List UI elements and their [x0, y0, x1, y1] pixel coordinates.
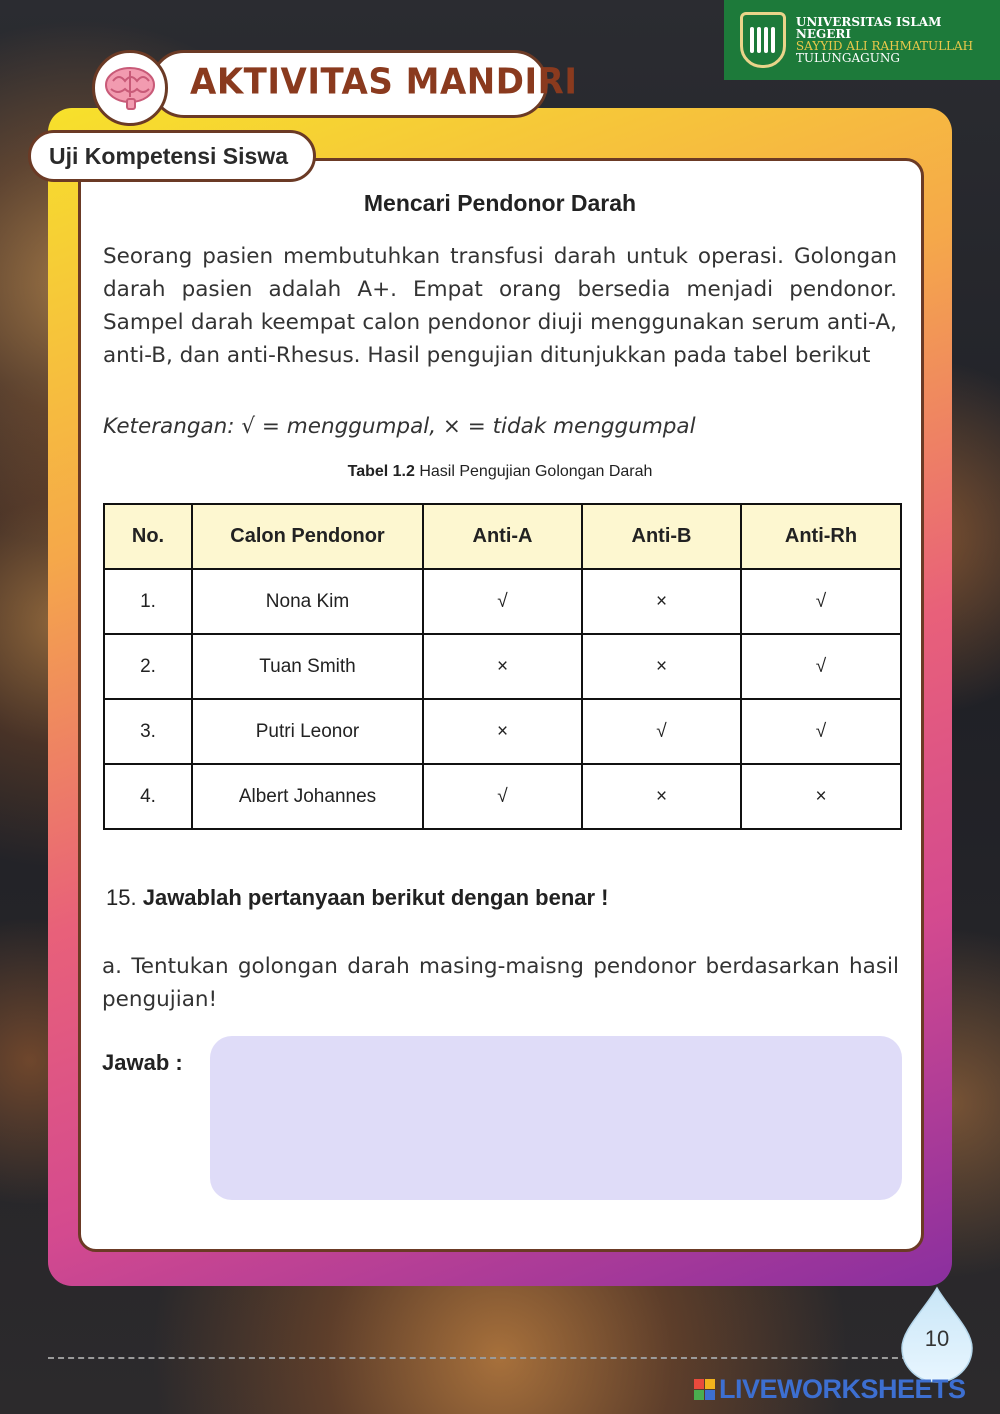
table-cell: √ — [423, 569, 582, 634]
table-cell: × — [423, 634, 582, 699]
column-header: No. — [104, 504, 192, 569]
blood-test-table — [103, 503, 902, 830]
table-cell: × — [582, 764, 741, 829]
answer-label: Jawab : — [102, 1050, 183, 1075]
table-cell: × — [582, 569, 741, 634]
university-logo — [724, 0, 1000, 80]
legend-note: Keterangan: √ = menggumpal, × = tidak menggumpal — [103, 414, 696, 439]
table-row — [104, 634, 901, 699]
column-header: Anti-B — [582, 504, 741, 569]
table-caption-label: Tabel 1.2 — [347, 463, 415, 480]
table-cell: Putri Leonor — [192, 699, 423, 764]
table-cell: √ — [423, 764, 582, 829]
column-header: Calon Pendonor — [192, 504, 423, 569]
table-cell: 1. — [104, 569, 192, 634]
column-header: Anti-Rh — [741, 504, 901, 569]
section-label: Uji Kompetensi Siswa — [28, 130, 316, 182]
table-cell: × — [741, 764, 901, 829]
problem-paragraph: Seorang pasien membutuhkan transfusi darah untuk operasi. Golongan darah pasien adalah A+. Empat orang bersedia menjadi pendonor. Sampel darah keempat calon pendonor diuji menggunakan serum anti-A, anti-B, dan anti-Rhesus. Hasil pengujian ditunjukkan pada tabel berikut — [103, 244, 897, 368]
question-instruction: Jawablah pertanyaan berikut dengan benar ! — [142, 885, 609, 910]
table-caption-text: Hasil Pengujian Golongan Darah — [414, 463, 653, 480]
table-cell: 3. — [104, 699, 192, 764]
table-cell: √ — [582, 699, 741, 764]
table-cell: × — [423, 699, 582, 764]
university-name-line1: UNIVERSITAS ISLAM NEGERI — [795, 15, 942, 41]
table-cell: Nona Kim — [192, 569, 423, 634]
table-cell: √ — [741, 699, 901, 764]
answer-input[interactable] — [210, 1036, 902, 1200]
university-name — [796, 16, 1000, 64]
table-cell: Tuan Smith — [192, 634, 423, 699]
problem-heading: Mencari Pendonor Darah — [363, 190, 637, 216]
question-heading — [106, 885, 609, 911]
table-caption — [100, 463, 900, 481]
liveworksheets-logo-icon — [694, 1379, 715, 1400]
brain-icon — [92, 50, 168, 126]
page-number: 10 — [924, 1326, 950, 1351]
table-cell: √ — [741, 634, 901, 699]
page-title: AKTIVITAS MANDIRI — [190, 61, 578, 103]
question-part-a: a. Tentukan golongan darah masing-maisng pendonor berdasarkan hasil pengujian! — [102, 954, 899, 1012]
university-name-line2: SAYYID ALI RAHMATULLAH — [795, 39, 974, 53]
table-row — [104, 699, 901, 764]
footer-divider — [48, 1357, 908, 1359]
table-cell: √ — [741, 569, 901, 634]
table-cell: Albert Johannes — [192, 764, 423, 829]
university-emblem-icon — [740, 12, 786, 68]
liveworksheets-brand — [694, 1374, 966, 1405]
question-number: 15. — [106, 885, 137, 910]
table-cell: × — [582, 634, 741, 699]
table-row — [104, 764, 901, 829]
brand-name: LIVEWORKSHEETS — [719, 1374, 966, 1404]
table-header-row — [104, 504, 901, 569]
table-cell: 4. — [104, 764, 192, 829]
table-row — [104, 569, 901, 634]
university-name-line3: TULUNGAGUNG — [795, 51, 900, 65]
table-cell: 2. — [104, 634, 192, 699]
column-header: Anti-A — [423, 504, 582, 569]
